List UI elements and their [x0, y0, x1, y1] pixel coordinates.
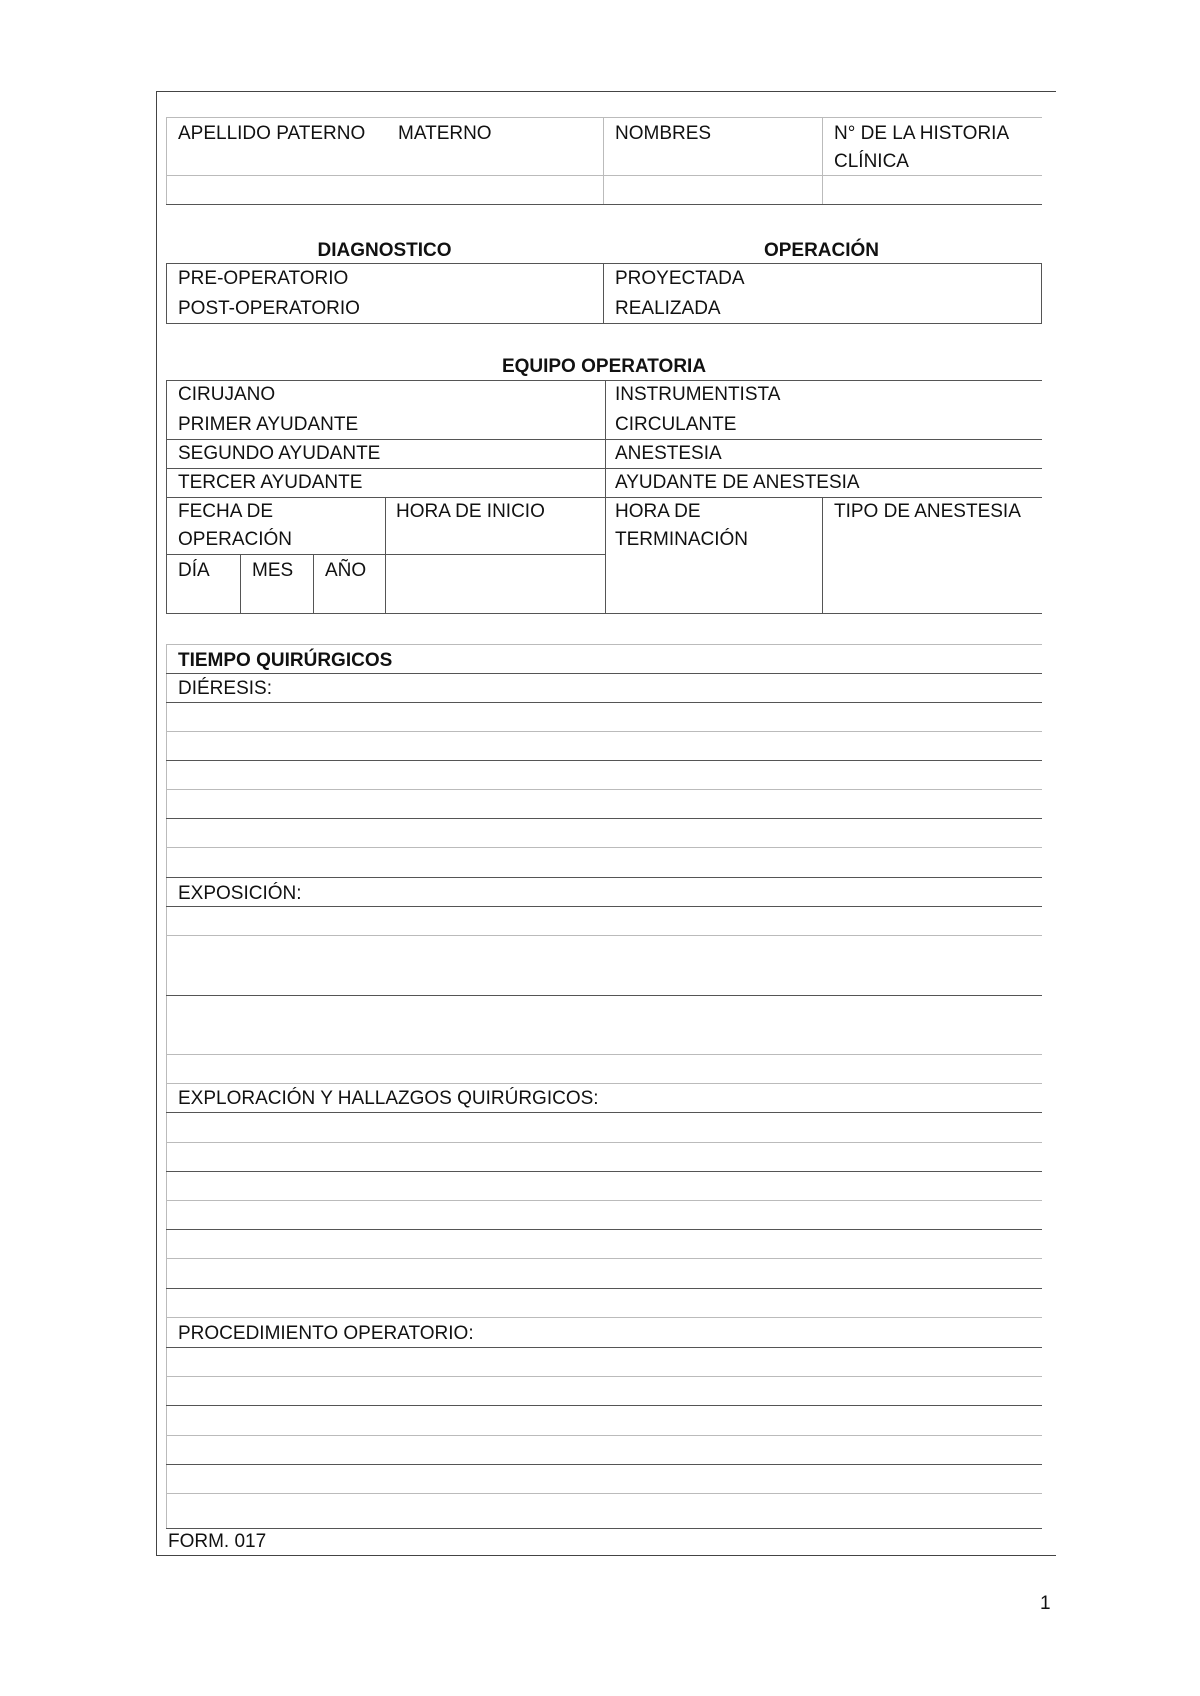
form-code: FORM. 017 — [168, 1531, 267, 1552]
mes-label: MES — [252, 560, 294, 581]
operacion-title: OPERACIÓN — [763, 240, 880, 261]
tiempos-title: TIEMPO QUIRÚRGICOS — [178, 650, 393, 671]
hora-inicio-label: HORA DE INICIO — [396, 501, 545, 522]
dia-label: DÍA — [178, 560, 210, 581]
realizada-label: REALIZADA — [615, 298, 721, 319]
tercer-ayudante-label: TERCER AYUDANTE — [178, 472, 363, 493]
cirujano-label: CIRUJANO — [178, 384, 276, 405]
materno-label: MATERNO — [398, 123, 492, 144]
exposicion-label: EXPOSICIÓN: — [178, 883, 302, 904]
primer-ayudante-label: PRIMER AYUDANTE — [178, 414, 359, 435]
tipo-anestesia-label: TIPO DE ANESTESIA — [834, 501, 1021, 522]
pre-operatorio-label: PRE-OPERATORIO — [178, 268, 349, 289]
dieresis-label: DIÉRESIS: — [178, 678, 272, 699]
hora-terminacion-label-line1: HORA DE — [615, 501, 701, 522]
hora-terminacion-label-line2: TERMINACIÓN — [615, 529, 748, 550]
exploracion-label: EXPLORACIÓN Y HALLAZGOS QUIRÚRGICOS: — [178, 1088, 599, 1109]
historia-clinica-label-line1: N° DE LA HISTORIA — [834, 123, 1010, 144]
anio-label: AÑO — [325, 560, 367, 581]
procedimiento-label: PROCEDIMIENTO OPERATORIO: — [178, 1323, 474, 1344]
apellido-paterno-label: APELLIDO PATERNO — [178, 123, 366, 144]
ayudante-anestesia-label: AYUDANTE DE ANESTESIA — [615, 472, 860, 493]
instrumentista-label: INSTRUMENTISTA — [615, 384, 781, 405]
nombres-label: NOMBRES — [615, 123, 712, 144]
diagnostico-title: DIAGNOSTICO — [317, 240, 452, 261]
page-number: 1 — [1040, 1593, 1051, 1614]
segundo-ayudante-label: SEGUNDO AYUDANTE — [178, 443, 381, 464]
fecha-operacion-label-line1: FECHA DE — [178, 501, 274, 522]
circulante-label: CIRCULANTE — [615, 414, 737, 435]
post-operatorio-label: POST-OPERATORIO — [178, 298, 360, 319]
anestesia-label: ANESTESIA — [615, 443, 722, 464]
historia-clinica-label-line2: CLÍNICA — [834, 151, 909, 172]
fecha-operacion-label-line2: OPERACIÓN — [178, 529, 293, 550]
proyectada-label: PROYECTADA — [615, 268, 745, 289]
equipo-title: EQUIPO OPERATORIA — [501, 356, 707, 377]
